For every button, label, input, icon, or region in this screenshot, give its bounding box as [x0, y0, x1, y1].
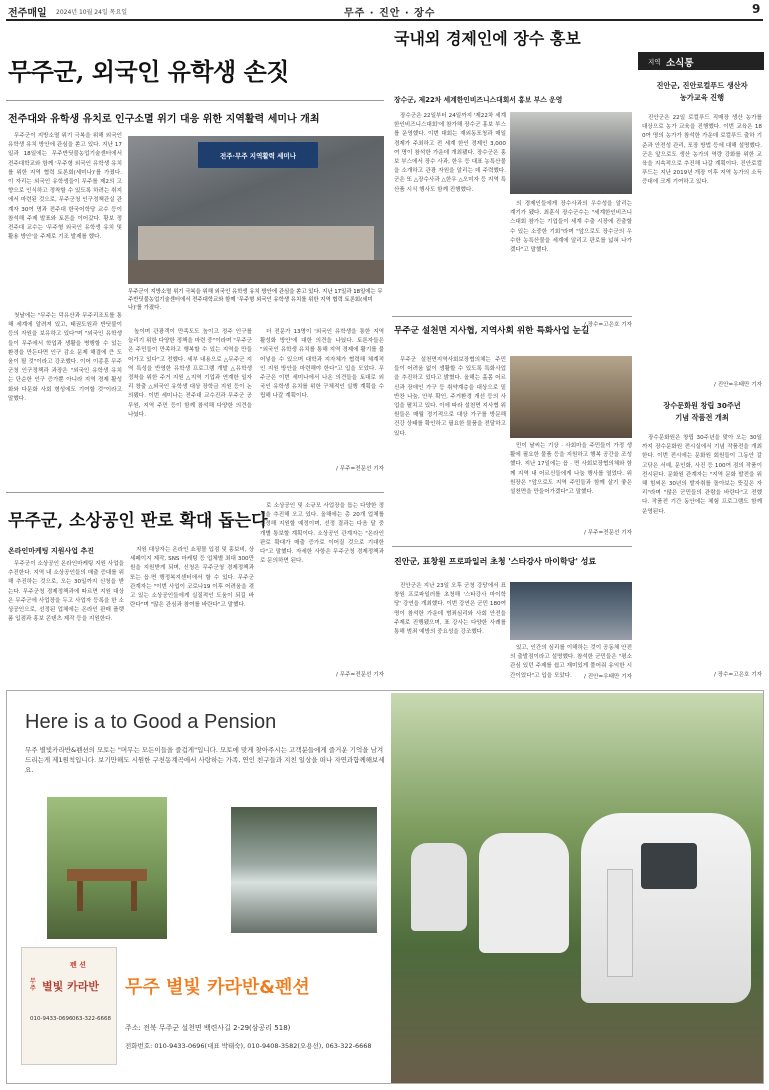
seolcheon-top-rule: [392, 316, 632, 317]
sidebar-label-a: 지역: [648, 58, 661, 66]
caravan-1-window: [641, 843, 697, 889]
jangsu-expo-headline: 국내외 경제인에 장수 홍보: [394, 29, 581, 48]
small-biz-top-rule: [6, 492, 384, 493]
sidebar-label-b: 소식통: [666, 58, 694, 69]
seolcheon-article: [392, 316, 632, 538]
seolcheon-byline: / 무주=전문선 기자: [584, 530, 632, 536]
sidebar-item2-title: 장수문화원 창립 30주년 기념 작품전 개최: [663, 401, 741, 422]
small-biz-col3: [260, 502, 384, 670]
lead-col1b: [8, 312, 122, 476]
jinan-lecture-col2-text: 있고, 인간의 심리를 이해하는 것이 공동체 안전의 출발점이라고 설명했다. 참석한 군민들은 "평소 관심 있던 주제를 쉽고 재미있게 풀어줘 유익한 시간이었다"고 입을 모았다.: [510, 645, 632, 679]
paper-name: 전주매일: [8, 8, 47, 19]
sidebar-item1-text: 진안군은 22일 로컬푸드 직매장 생산 농가를 대상으로 농가 교육을 진행했다. 이번 교육은 180여 명의 농가가 참석한 가운데 로컬푸드 출하 기준과 안전성 관리, 포장 방법 등에 대해 설명했다. 군은 앞으로도 생산 농가의 역량 강화를 위한 교육을 지속적으로 추진해 나갈 계획이다. 진안로컬푸드는 지난 2019년 개장 이후 지역 농가의 소득 증대에 크게 기여하고 있다.: [642, 115, 762, 186]
seolcheon-col1: [394, 356, 506, 536]
small-biz-col3-text: 로 소상공인 및 소규모 사업장을 돕는 다양한 정책을 추진해 오고 있다. 올해에는 총 20개 업체를 선정해 지원할 예정이며, 선정 결과는 다음 달 중 개별 통보할 계획이다. 소상공인 관계자는 "온라인 판로 확대가 매출 증가로 이어질 것으로 기대한다"고 말했다. 자세한 사항은 무주군청 경제정책과로 문의하면 된다.: [260, 503, 384, 565]
sidebar-item2-byline: / 장수=고은호 기자: [714, 672, 762, 678]
sign-sub: 무주: [30, 978, 36, 992]
sign-main: 별빛 카라반: [42, 980, 99, 993]
seminar-banner: [198, 142, 318, 168]
sidebar-item1-title: 진안군, 진안로컬푸드 생산자 농가교육 진행: [656, 81, 748, 102]
seolcheon-col2: [510, 442, 632, 530]
ad-slogan: Here is a to Good a Pension: [25, 711, 277, 733]
small-biz-col1-text: 무주군이 소상공인 온라인마케팅 지원 사업을 추진한다. 지역 내 소상공인들의 매출 증대를 위해 추진하는 것으로, 오는 30일까지 신청을 받는다. 무주군청 경제정책과에 따르면 지원 대상은 무주군에 사업장을 두고 사업자 등록을 한 소상공인으로, 선정된 업체에는 온라인 판매 플랫폼 입점과 홍보 콘텐츠 제작 등을 지원한다.: [8, 561, 124, 623]
issue-date: 2024년 10월 24일 목요일: [56, 9, 128, 16]
lead-headline: 무주군, 외국인 유학생 손짓: [8, 57, 289, 86]
seolcheon-col1-text: 무주군 설천면지역사회보장협의체는 주민들이 어려움 없이 생활할 수 있도록 특화사업을 추진하고 있다고 밝혔다. 올해는 홀몸 어르신과 장애인 가구 등 취약계층을 대상으로 밑반찬 나눔, 안부 확인, 주거환경 개선 등의 사업을 펼치고 있다. 이에 따라 설천면 지사협 위원들은 매월 정기적으로 대상 가구를 방문해 건강 상태를 확인하고 필요한 물품을 전달하고 있다.: [394, 357, 506, 437]
jangsu-expo-photo: [510, 112, 632, 194]
jinan-lecture-top-rule: [392, 546, 632, 547]
jangsu-expo-article: [392, 24, 632, 342]
lead-rule: [6, 100, 384, 101]
caravan-photo: [391, 693, 763, 1083]
lead-col2-text: 높이며 관광객이 만족도도 높이고 정주 인구를 늘리기 위한 다양한 정책을 마련 중"이라며 "무주군은 주민들이 만족하고 행복할 수 있는 지역을 만들어가고 있다"고 전했다. 세부 내용으로 △무주군 지역 특성을 반영한 유학생 프로그램 개발 △유학생 정착을 위한 주거 지원 △지역 기업과 연계한 일자리 창출 △외국인 유학생 대상 장학금 지원 등이 논의됐다. 이번 세미나는 전주대 교수진과 무주군 공무원, 지역 주민 등이 함께 참석해 다양한 의견을 나눴다.: [128, 329, 252, 418]
masthead-rule: [6, 19, 763, 21]
jangsu-expo-col1-text: 장수군은 22일부터 24일까지 '제22차 세계한인비즈니스대회'에 참가해 장수군 홍보 부스를 운영했다. 이번 대회는 재외동포청과 매일경제가 주최하고 전 세계 한인 경제인 3,000여 명이 참석한 가운데 개최됐다. 장수군은 홍보 부스에서 장수 사과, 한우 등 대표 농특산물을 소개하고 관광 자원을 알리는 데 주력했다. 군은 또 △장수사과 △한우 △오미자 등 지역 특산품 시식 행사도 함께 진행했다.: [394, 113, 506, 193]
jinan-lecture-photo: [510, 582, 632, 640]
small-biz-headline: 무주군, 소상공인 판로 확대 돕는다: [8, 511, 268, 531]
lead-subhead: 전주대와 유학생 유치로 인구소멸 위기 대응 위한 지역활력 세미나 개최: [8, 114, 320, 125]
sign-phone1: 010-9433-0696: [30, 1016, 73, 1022]
seolcheon-col2-text: 민이 날씨는 기상 · 사회마을 주민들이 가정 생활에 필요한 물품 등을 지원하고 행복 공간을 조성했다. 지난 17일에는 읍 · 면 사회보장협의체와 함께 지역 내 어르신들에게 나눔 행사를 열었다. 위원장은 "앞으로도 지역 주민들과 함께 살기 좋은 설천면을 만들어가겠다"고 말했다.: [510, 443, 632, 496]
small-biz-byline: / 무주=전문선 기자: [336, 672, 384, 678]
seolcheon-headline: 무주군 설천면 지사협, 지역사회 위한 특화사업 눈길: [394, 326, 590, 336]
jinan-lecture-headline: 진안군, 표창원 프로파일러 초청 '스타강사 마이학당' 성료: [394, 556, 597, 566]
sidebar-item2-body: [642, 434, 762, 668]
lead-col1b-text: 첫날에는 "무주는 덕유산과 무주리조트를 통해 세계에 알려져 있고, 태권도원과 반딧불이 등의 자원을 보유하고 있다"며 "외국인 유학생들이 무주에서 학업과 생활을 병행할 수 있는 환경을 만든다면 인구 감소 문제 해결에 큰 도움이 될 것"이라고 강조했다. 이어 이종훈 무주군청 인구정책과 과장은 "외국인 유학생 유치는 단순한 인구 증가뿐 아니라 지역 경제 활성화와 다문화 사회 형성에도 기여할 것"이라고 말했다.: [8, 313, 122, 402]
jangsu-expo-col1: [394, 112, 506, 320]
pension-ad: [6, 690, 764, 1084]
lead-article: [6, 50, 384, 484]
seminar-floor: [128, 260, 384, 284]
ad-address: 주소: 전북 무주군 설천면 백련사길 2-29(삼공리 518): [125, 1024, 291, 1032]
section-label: 무주 · 진안 · 장수: [344, 8, 436, 19]
lead-col1: [8, 132, 122, 308]
bench-leg-right: [131, 881, 137, 911]
waterfall-photo: [231, 807, 377, 933]
bench-leg-left: [77, 881, 83, 911]
seminar-table: [138, 226, 374, 260]
small-biz-col2: [130, 546, 254, 682]
sidebar-item1-body: [642, 114, 762, 278]
caravan-2: [479, 833, 569, 953]
jangsu-expo-col2-text: 의 경제인들에게 장수사과의 우수성을 알리는 계기가 됐다. 최훈식 장수군수는 "세계한인비즈니스대회 참가는 기업들이 세계 수출 시장에 진출할 수 있는 소중한 기회"라며 "앞으로도 장수군의 우수한 농특산물을 세계에 알리고 판로를 넓혀 나가겠다"고 말했다.: [510, 201, 632, 254]
page-number: 9: [752, 2, 761, 16]
sign-phone2: 063-322-6668: [72, 1016, 111, 1022]
ad-brand: 무주 별빛 카라반&펜션: [125, 977, 310, 998]
bench-table: [67, 869, 147, 881]
sign-top: 펜 션: [70, 961, 86, 969]
seminar-banner-text: 전주·무주 지역활력 세미나: [219, 152, 297, 160]
small-biz-subhead: 온라인마케팅 지원사업 추진: [8, 547, 95, 555]
lead-photo: [128, 136, 384, 284]
sidebar-item1-byline: / 진안=우태만 기자: [714, 382, 762, 388]
lead-col3-text: 더 전문가 13명이 '외국인 유학생을 통한 지역 활성화 방안'에 대한 의견을 나눴다. 토론자들은 "외국인 유학생 유치를 통해 지역 경제에 활기를 불어넣을 수 있으며 대학과 지자체가 협력해 체계적인 지원 방안을 마련해야 한다"고 입을 모았다. 무주군은 이번 세미나에서 나온 의견들을 토대로 외국인 유학생 유치를 위한 구체적인 실행 계획을 수립해 나갈 계획이다.: [260, 329, 384, 400]
small-biz-col2-text: 지원 대상자는 온라인 쇼핑몰 입점 및 홍보비, 상세페이지 제작, SNS 마케팅 등 업체별 최대 300만 원을 지원받게 되며, 신청은 무주군청 경제정책과 또는 읍·면 행정복지센터에서 할 수 있다. 무주군 관계자는 "이번 사업이 코로나19 이후 어려움을 겪고 있는 소상공인들에게 실질적인 도움이 되길 바란다"며 "많은 관심과 참여를 바란다"고 말했다.: [130, 547, 254, 609]
caravan-3: [411, 843, 467, 931]
jangsu-expo-subhead: 장수군, 제22차 세계한인비즈니스대회서 홍보 부스 운영: [394, 96, 563, 104]
small-biz-article: [6, 492, 384, 682]
lead-col1-text: 무주군이 지방소멸 위기 극복을 위해 외국인 유학생 유치 방안에 관심을 쏟고 있다. 지난 17일과 18일에는 무주반딧불농업기술센터에서 전주대학교와 함께 '무주형 외국인 유학생 유치를 위한 지역 협력 토론회(세미나)'를 가졌다. 이 자리는 외국인 유학생들이 무주를 제2의 고향으로 인식하고 정착할 수 있도록 하려는 취지에서 마련된 것으로, 무주군청 인구정책관실 관계자 30여 명과 전주대 한국어학당 교수 등이 참석해 주제 발표와 토론을 이어갔다. 황보 정 전주대 교수는 '무주형 외국인 유학생 유치 및 활용 방안'을 주제로 기조 발제를 했다.: [8, 133, 122, 241]
lead-col2: [128, 328, 252, 474]
lead-byline: / 무주=전문선 기자: [336, 466, 384, 472]
ad-description: 무주 별빛카라반&펜션의 모토는 "머무는 모든이들을 즐겁게"입니다. 모토에 맞게 찾아주시는 고객분들에게 즐거운 기억을 남겨드리는게 제1원칙입니다. 보기만해도 시원한 구천동계곡에서 사랑하는 가족, 연인 친구들과 지친 일상을 떠나 자연과함께해보세요.: [25, 746, 385, 774]
lead-col3: [260, 328, 384, 462]
bench-photo: [47, 797, 167, 939]
seolcheon-photo: [510, 356, 632, 438]
sidebar-item2-text: 장수문화원은 창립 30주년을 맞아 오는 30일까지 장수문화원 전시실에서 기념 작품전을 개최한다. 이번 전시에는 문화원 회원들이 그동안 갈고닦은 서예, 문인화, 사진 등 100여 점의 작품이 전시된다. 문화원 관계자는 "지역 문화 발전을 위해 힘써온 30년의 발자취를 돌아보는 뜻깊은 자리"라며 "많은 군민들의 관람을 바란다"고 전했다. 작품전 기간 동안에는 체험 프로그램도 함께 운영된다.: [642, 435, 762, 515]
masthead: [0, 0, 769, 22]
jinan-lecture-article: [392, 546, 632, 682]
sidebar-header: [638, 52, 764, 70]
jinan-lecture-byline: / 진안=우태만 기자: [584, 674, 632, 680]
jinan-lecture-col1-text: 진안군은 지난 23일 오후 군청 강당에서 표창원 프로파일러를 초청해 '스타강사 마이학당' 강연을 개최했다. 이번 강연은 군민 180여 명이 참석한 가운데 범죄심리와 사회 안전을 주제로 진행됐으며, 표 강사는 다양한 사례를 통해 범죄 예방의 중요성을 강조했다.: [394, 583, 506, 636]
lead-photo-caption: 무주군이 지방소멸 위기 극복을 위해 외국인 유학생 유치 방안에 관심을 쏟고 있다. 지난 17일과 18일에는 무주반딧불농업기술센터에서 전주대학교와 함께 '무주형 외국인 유학생 유치를 위한 지역 협력 토론회(세미나)'를 가졌다.: [128, 289, 383, 312]
ad-sign: [21, 947, 117, 1065]
small-biz-col1: [8, 560, 124, 682]
jangsu-expo-byline: / 장수=고은호 기자: [584, 322, 632, 328]
jinan-lecture-col1: [394, 582, 506, 682]
ad-phones: 전화번호: 010-9433-0696(대표 박태숙), 010-9408-3582(오용선), 063-322-6668: [125, 1042, 372, 1050]
sidebar-news: [638, 24, 764, 682]
caravan-1-door: [607, 869, 633, 977]
jangsu-expo-col2: [510, 200, 632, 316]
